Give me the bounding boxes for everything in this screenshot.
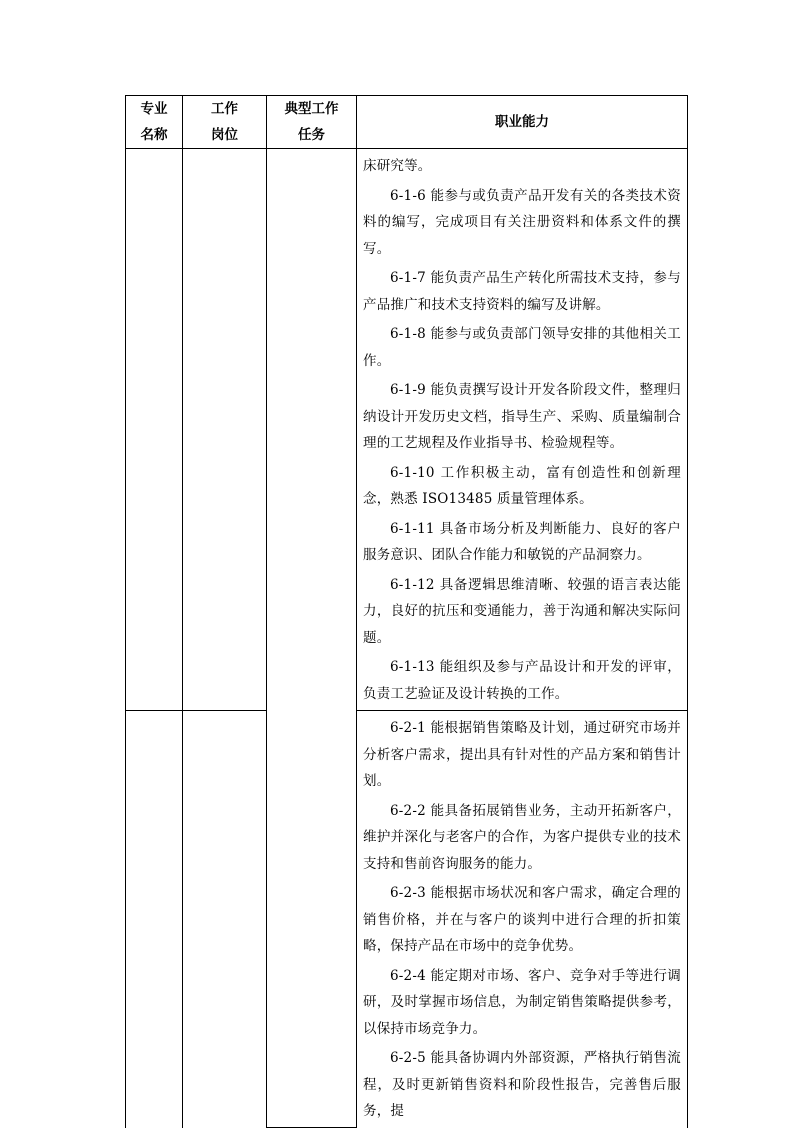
ability-paragraph: 6-2-1 能根据销售策略及计划，通过研究市场并分析客户需求，提出具有针对性的产品方案和销售计划。 (363, 720, 681, 789)
ability-paragraph: 6-1-8 能参与或负责部门领导安排的其他相关工作。 (363, 326, 681, 369)
post-cell (183, 711, 267, 1128)
ability-paragraph: 6-2-4 能定期对市场、客户、竞争对手等进行调研，及时掌握市场信息，为制定销售策略提供参考，以保持市场竞争力。 (363, 967, 681, 1037)
major-cell (126, 149, 183, 711)
ability-paragraph: 6-1-9 能负责撰写设计开发各阶段文件，整理归纳设计开发历史文档，指导生产、采购、质量编制合理的工艺规程及作业指导书、检验规程等。 (363, 382, 681, 451)
ability-paragraph: 6-1-7 能负责产品生产转化所需技术支持，参与产品推广和技术支持资料的编写及讲解。 (363, 270, 681, 313)
header-major: 专业 名称 (126, 96, 183, 149)
ability-cell (357, 711, 688, 1128)
ability-cell (357, 149, 688, 711)
ability-paragraph: 6-1-12 具备逻辑思维清晰、较强的语言表达能力，良好的抗压和变通能力，善于沟通和解决实际问题。 (363, 576, 681, 646)
ability-paragraph: 6-1-11 具备市场分析及判断能力、良好的客户服务意识、团队合作能力和敏锐的产品洞察力。 (363, 520, 681, 563)
ability-paragraph: 6-2-2 能具备拓展销售业务，主动开拓新客户，维护并深化与老客户的合作，为客户提供专业的技术支持和售前咨询服务的能力。 (363, 802, 681, 872)
ability-table (125, 95, 688, 1128)
table-row (126, 711, 688, 1128)
ability-paragraph: 6-1-6 能参与或负责产品开发有关的各类技术资料的编写，完成项目有关注册资料和体系文件的撰写。 (363, 187, 681, 257)
header-task: 典型工作 任务 (267, 96, 357, 149)
ability-paragraph: 6-1-10 工作积极主动，富有创造性和创新理念，熟悉 ISO13485 质量管理体系。 (363, 464, 681, 507)
ability-paragraph: 6-2-3 能根据市场状况和客户需求，确定合理的销售价格，并在与客户的谈判中进行合理的折扣策略，保持产品在市场中的竞争优势。 (363, 885, 681, 954)
major-cell (126, 711, 183, 1128)
header-ability: 职业能力 (357, 96, 688, 149)
ability-paragraph: 床研究等。 (363, 158, 432, 174)
task-cell (267, 149, 357, 1128)
table-row (126, 149, 688, 711)
post-cell (183, 149, 267, 711)
ability-paragraph: 6-2-5 能具备协调内外部资源，严格执行销售流程，及时更新销售资料和阶段性报告，完善售后服务，提 (363, 1050, 681, 1119)
header-post: 工作 岗位 (183, 96, 267, 149)
ability-paragraph: 6-1-13 能组织及参与产品设计和开发的评审，负责工艺验证及设计转换的工作。 (363, 659, 681, 702)
header-row (126, 96, 688, 149)
